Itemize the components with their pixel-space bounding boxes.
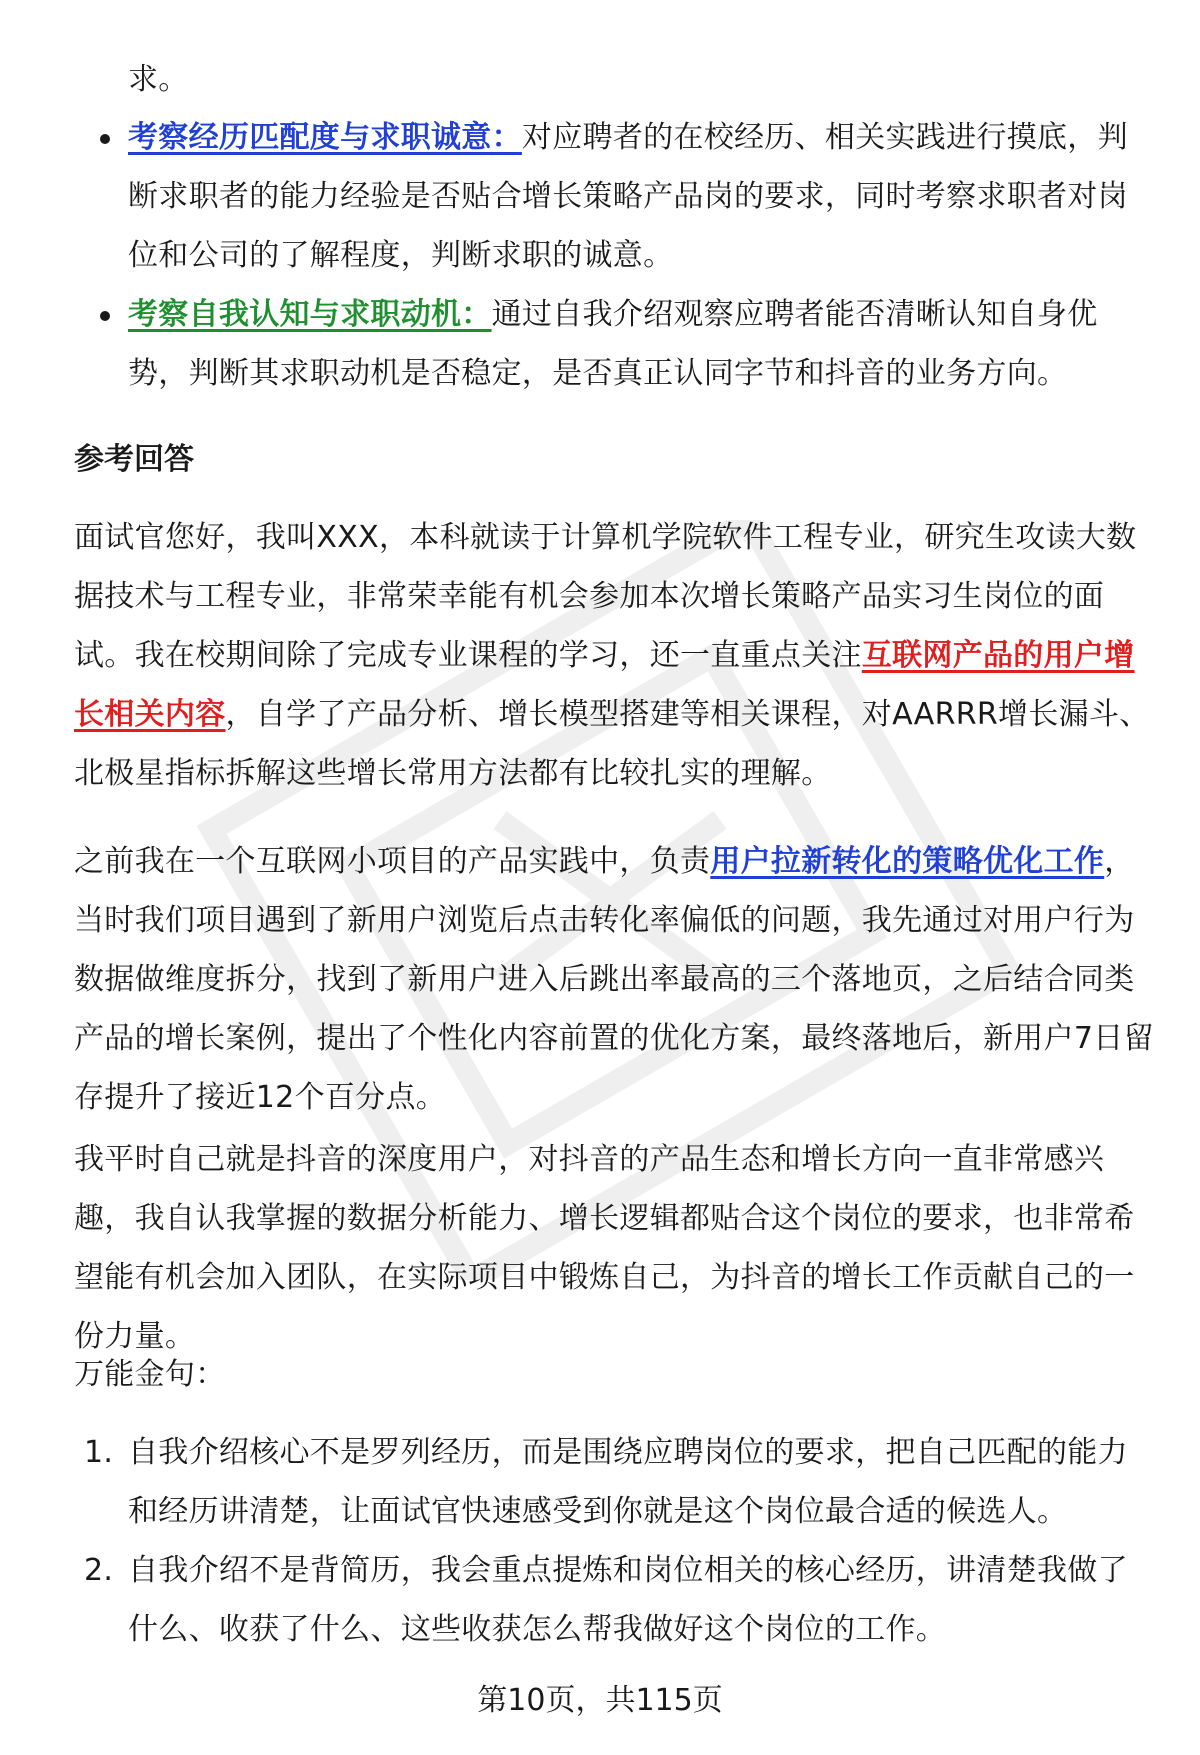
paragraph-text: 之前我在一个互联网小项目的产品实践中，负责 bbox=[74, 844, 711, 879]
golden-sentence-list bbox=[84, 1423, 1148, 1659]
list-item bbox=[84, 1423, 1148, 1541]
list-item-text: 自我介绍不是背简历，我会重点提炼和岗位相关的核心经历，讲清楚我做了什么、收获了什么、这些收获怎么帮我做好这个岗位的工作。 bbox=[128, 1553, 1128, 1647]
highlight-text: 互联网产品的用户增长相关内容 bbox=[74, 638, 1135, 732]
highlight-text: 用户拉新转化的策略优化工作 bbox=[710, 844, 1105, 879]
list-number: 1. bbox=[84, 1435, 114, 1470]
golden-label: 万能金句： bbox=[74, 1357, 226, 1392]
bullet-keyword: 考察自我认知与求职动机： bbox=[128, 297, 492, 332]
paragraph-text: ，自学了产品分析、增长模型搭建等相关课程，对AARRR增长漏斗、北极星指标拆解这些增长常用方法都有比较扎实的理解。 bbox=[74, 697, 1150, 791]
list-item-text: 自我介绍核心不是罗列经历，而是围绕应聘岗位的要求，把自己匹配的能力和经历讲清楚，让面试官快速感受到你就是这个岗位最合适的候选人。 bbox=[128, 1435, 1128, 1529]
bullet-text: 对应聘者的在校经历、相关实践进行摸底，判断求职者的能力经验是否贴合增长策略产品岗的要求，同时考察求职者对岗位和公司的了解程度，判断求职的诚意。 bbox=[128, 120, 1128, 273]
list-item bbox=[128, 285, 1148, 403]
bullet-keyword: 考察经历匹配度与求职诚意： bbox=[128, 120, 522, 155]
answer-paragraph bbox=[74, 508, 1154, 803]
paragraph-text: ，当时我们项目遇到了新用户浏览后点击转化率偏低的问题，我先通过对用户行为数据做维度拆分，找到了新用户进入后跳出率最高的三个落地页，之后结合同类产品的增长案例，提出了个性化内容前置的优化方案，最终落地后，新用户7日留存提升了接近12个百分点。 bbox=[74, 844, 1154, 1115]
bullet-dot bbox=[100, 134, 110, 144]
list-number: 2. bbox=[84, 1553, 114, 1588]
answer-paragraph bbox=[74, 832, 1154, 1127]
bullet-text: 通过自我介绍观察应聘者能否清晰认知自身优势，判断其求职动机是否稳定，是否真正认同字节和抖音的业务方向。 bbox=[128, 297, 1098, 391]
paragraph-text: 面试官您好，我叫XXX，本科就读于计算机学院软件工程专业，研究生攻读大数据技术与工程专业，非常荣幸能有机会参加本次增长策略产品实习生岗位的面试。我在校期间除了完成专业课程的学习，还一直重点关注 bbox=[74, 520, 1137, 673]
continuation-text: 求。 bbox=[128, 62, 189, 97]
bullet-list bbox=[128, 108, 1148, 403]
list-item bbox=[128, 108, 1148, 285]
answer-paragraph: 我平时自己就是抖音的深度用户，对抖音的产品生态和增长方向一直非常感兴趣，我自认我掌握的数据分析能力、增长逻辑都贴合这个岗位的要求，也非常希望能有机会加入团队，在实际项目中锻炼自己，为抖音的增长工作贡献自己的一份力量。 bbox=[74, 1142, 1135, 1354]
list-item bbox=[84, 1541, 1148, 1659]
bullet-dot bbox=[100, 311, 110, 321]
section-heading: 参考回答 bbox=[74, 442, 194, 477]
page-footer: 第10页，共115页 bbox=[477, 1683, 723, 1718]
